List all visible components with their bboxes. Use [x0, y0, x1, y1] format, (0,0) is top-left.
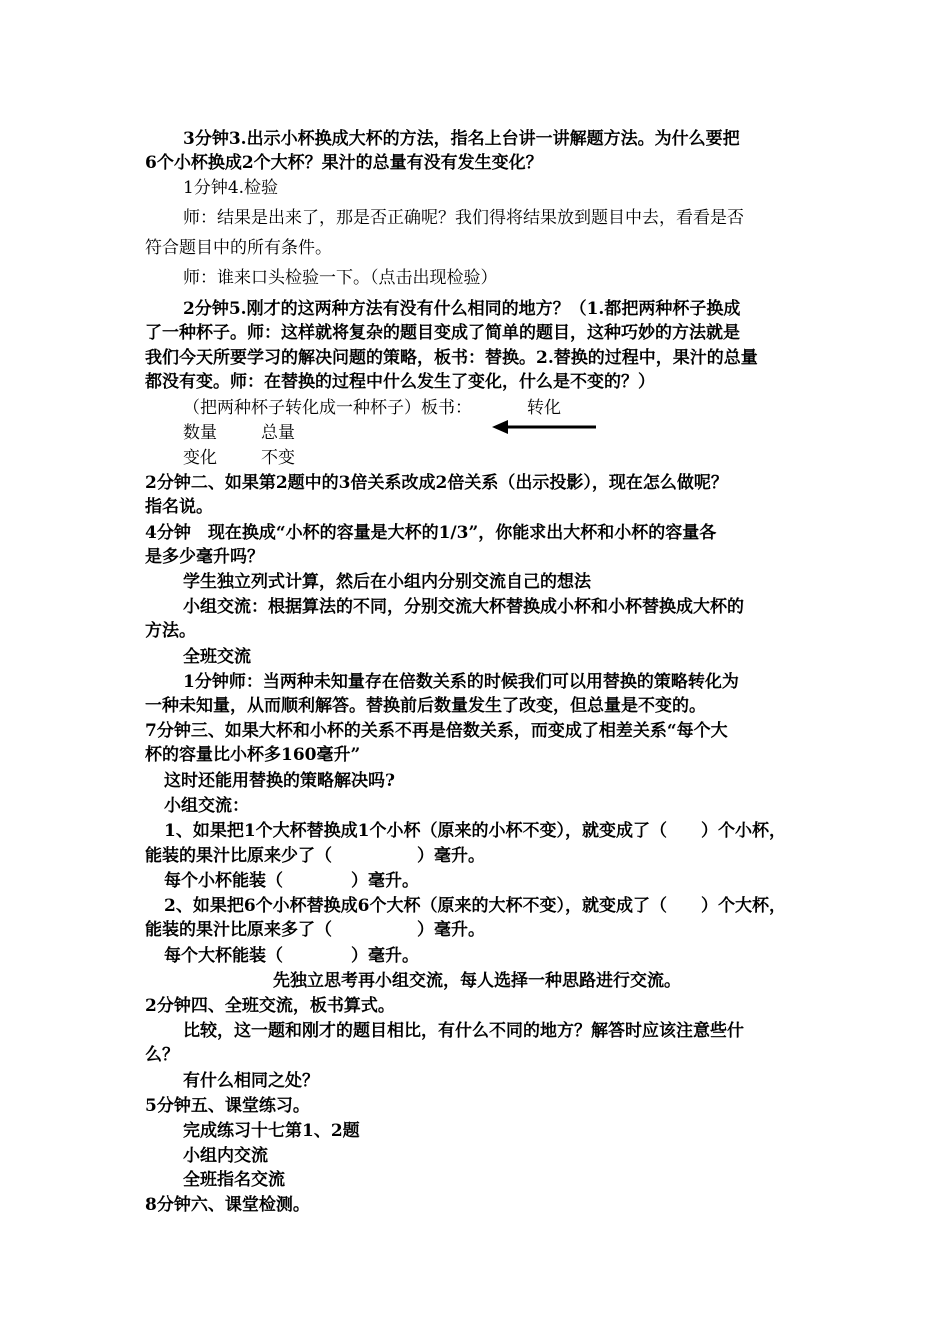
text-line: 1分钟4.检验: [183, 178, 279, 198]
text-line: 小组交流：: [164, 796, 249, 816]
text-line: 小组内交流: [183, 1146, 268, 1166]
text-line: 1、如果把1个大杯替换成1个小杯（原来的小杯不变），就变成了（ ）个小杯，: [164, 821, 786, 841]
text-line: 小组交流：根据算法的不同，分别交流大杯替换成小杯和小杯替换成大杯的: [183, 597, 744, 617]
board-text: 不变: [261, 448, 295, 468]
board-text: 数量: [183, 423, 217, 443]
text-line: 能装的果汁比原来少了（ ）毫升。: [145, 846, 485, 866]
arrow-left-icon: [492, 418, 598, 436]
board-text: 变化: [183, 448, 217, 468]
text-line: 2分钟二、如果第2题中的3倍关系改成2倍关系（出示投影），现在怎么做呢？: [145, 473, 728, 493]
text-line: 2分钟四、全班交流，板书算式。: [145, 996, 395, 1016]
text-line: 指名说。: [145, 497, 213, 517]
text-line: 7分钟三、如果大杯和小杯的关系不再是倍数关系，而变成了相差关系“每个大: [145, 721, 728, 741]
text-line: 是多少毫升吗？: [145, 547, 264, 567]
text-line: 每个小杯能装（ ）毫升。: [164, 871, 419, 891]
text-line: 全班指名交流: [183, 1170, 285, 1190]
text-line: 师：谁来口头检验一下。（点击出现检验）: [183, 268, 498, 288]
text-line: 比较，这一题和刚才的题目相比，有什么不同的地方？解答时应该注意些什: [183, 1021, 744, 1041]
text-line: 先独立思考再小组交流，每人选择一种思路进行交流。: [273, 971, 681, 991]
text-line: 有什么相同之处？: [183, 1071, 319, 1091]
text-line: 了一种杯子。师：这样就将复杂的题目变成了简单的题目，这种巧妙的方法就是: [145, 323, 740, 343]
text-line: 杯的容量比小杯多160毫升”: [145, 745, 361, 765]
text-line: 6个小杯换成2个大杯？果汁的总量有没有发生变化？: [145, 153, 543, 173]
text-line: 这时还能用替换的策略解决吗?: [164, 771, 395, 791]
text-line: 能装的果汁比原来多了（ ）毫升。: [145, 920, 485, 940]
text-line: 2分钟5.刚才的这两种方法有没有什么相同的地方？（1.都把两种杯子换成: [183, 299, 741, 319]
text-line: 每个大杯能装（ ）毫升。: [164, 946, 419, 966]
board-text: 转化: [527, 398, 561, 418]
text-line: （把两种杯子转化成一种杯子）板书：: [183, 398, 472, 418]
text-line: 师：结果是出来了，那是否正确呢？我们得将结果放到题目中去，看看是否: [183, 208, 744, 228]
board-text: 总量: [261, 423, 295, 443]
text-line: 3分钟3.出示小杯换成大杯的方法，指名上台讲一讲解题方法。为什么要把: [183, 129, 740, 149]
text-line: 都没有变。师：在替换的过程中什么发生了变化，什么是不变的？）: [145, 372, 655, 392]
text-line: 8分钟六、课堂检测。: [145, 1195, 310, 1215]
text-line: 学生独立列式计算，然后在小组内分别交流自己的想法: [183, 572, 591, 592]
text-line: 符合题目中的所有条件。: [145, 238, 332, 258]
text-line: 完成练习十七第1、2题: [183, 1121, 360, 1141]
text-line: 我们今天所要学习的解决问题的策略，板书：替换。2.替换的过程中，果汁的总量: [145, 348, 758, 368]
text-line: 5分钟五、课堂练习。: [145, 1096, 310, 1116]
text-line: 么？: [145, 1045, 179, 1065]
text-line: 一种未知量，从而顺利解答。替换前后数量发生了改变，但总量是不变的。: [145, 696, 706, 716]
text-line: 4分钟 现在换成“小杯的容量是大杯的1/3”，你能求出大杯和小杯的容量各: [145, 523, 717, 543]
text-line: 方法。: [145, 621, 196, 641]
text-line: 2、如果把6个小杯替换成6个大杯（原来的大杯不变），就变成了（ ）个大杯，: [164, 896, 786, 916]
text-line: 1分钟师：当两种未知量存在倍数关系的时候我们可以用替换的策略转化为: [183, 672, 739, 692]
text-line: 全班交流: [183, 647, 251, 667]
